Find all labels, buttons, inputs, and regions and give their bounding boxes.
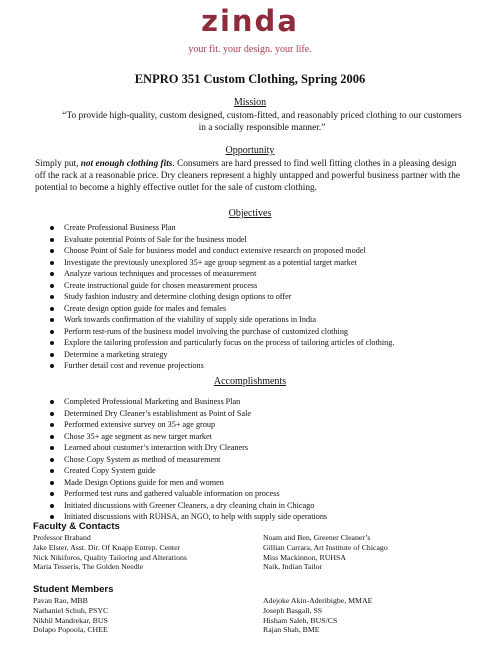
- mission-heading: Mission: [233, 97, 267, 108]
- accomplishment-item: Chose Copy System as method of measurement: [64, 454, 484, 466]
- accomplishment-item: Learned about customer’s interaction with Dry Cleaners: [64, 442, 484, 454]
- accomplishment-item: Performed test runs and gathered valuable information on process: [64, 488, 484, 500]
- accomplishment-item: Created Copy System guide: [64, 465, 484, 477]
- contact-name: Gillian Carrara, Art Institute of Chicago: [263, 542, 388, 552]
- faculty-right-column: [263, 533, 388, 572]
- student-name: Nikhil Mandrekar, BUS: [33, 615, 108, 625]
- student-name: Nathaniel Schuh, PSYC: [33, 605, 109, 615]
- objective-item: Evaluate potential Points of Sale for the business model: [64, 234, 484, 246]
- objective-item: Investigate the previously unexplored 35+ age group segment as a potential target market: [64, 257, 484, 269]
- opportunity-heading: Opportunity: [225, 145, 275, 156]
- student-name: Rajan Shah, BME: [263, 625, 320, 635]
- students-left-column: [33, 596, 108, 635]
- objective-item: Determine a marketing strategy: [64, 349, 484, 361]
- accomplishment-item: Completed Professional Marketing and Business Plan: [64, 396, 484, 408]
- objective-item: Create design option guide for males and females: [64, 303, 484, 315]
- student-name: Pavan Rao, MBB: [33, 596, 88, 605]
- contact-name: Miss Mackinnon, RUHSA: [263, 552, 346, 562]
- accomplishments-list: [64, 396, 484, 523]
- student-name: Hisham Saleh, BUS/CS: [263, 615, 338, 625]
- opportunity-emphasis: not enough clothing fits: [80, 159, 173, 169]
- zinda-logo: zinda: [201, 4, 299, 38]
- page-title: ENPRO 351 Custom Clothing, Spring 2006: [134, 72, 366, 86]
- contact-name: Naik, Indian Tailor: [263, 562, 323, 572]
- accomplishments-heading: Accomplishments: [213, 376, 287, 387]
- student-name: Joseph Basgall, SS: [263, 605, 323, 615]
- accomplishment-item: Initiated discussions with RUHSA, an NGO, to help with supply side operations: [64, 511, 484, 523]
- student-name: Dolapo Popoola, CHEE: [33, 625, 108, 635]
- objective-item: Further detail cost and revenue projections: [64, 360, 484, 372]
- accomplishment-item: Determined Dry Cleaner’s establishment as Point of Sale: [64, 408, 484, 420]
- contact-name: Professor Braband: [33, 533, 91, 542]
- mission-statement: “To provide high-quality, custom designed, custom-fitted, and reasonably priced clothing to our customers in a socially responsible manner.”: [62, 111, 462, 133]
- faculty-left-column: [33, 533, 187, 572]
- objective-item: Work towards confirmation of the viability of supply side operations in India: [64, 314, 484, 326]
- contact-name: Maria Tesseris, The Golden Needle: [33, 562, 144, 572]
- objectives-list: [64, 222, 484, 372]
- students-right-column: [263, 596, 372, 635]
- opportunity-lead: Simply put,: [35, 159, 81, 169]
- objective-item: Create Professional Business Plan: [64, 222, 484, 234]
- objective-item: Create instructional guide for chosen measurement process: [64, 280, 484, 292]
- students-heading: Student Members: [33, 584, 114, 595]
- accomplishment-item: Performed extensive survey on 35+ age group: [64, 419, 484, 431]
- contact-name: Noam and Ben, Greener Cleaner’s: [263, 533, 371, 542]
- objectives-heading: Objectives: [228, 208, 272, 219]
- objective-item: Explore the tailoring profession and particularly focus on the process of tailoring articles of clothing.: [64, 337, 484, 349]
- accomplishment-item: Initiated discussions with Greener Cleaners, a dry cleaning chain in Chicago: [64, 500, 484, 512]
- contact-name: Jake Elster, Asst. Dir. Of Knapp Entrep. Center: [33, 542, 181, 552]
- objective-item: Perform test-runs of the business model involving the purchase of customized clothing: [64, 326, 484, 338]
- objective-item: Study fashion industry and determine clothing design options to offer: [64, 291, 484, 303]
- objective-item: Analyze various techniques and processes of measurement: [64, 268, 484, 280]
- faculty-heading: Faculty & Contacts: [33, 521, 120, 532]
- opportunity-body: . Consumers are hard pressed to find well fitting clothes in a pleasing design off the rack at a reasonable price. Dry cleaners represent a highly untapped and powerful business partner with the potential to become a highly effective outlet for the sale of custom clothing.: [35, 159, 460, 193]
- tagline: your fit. your design. your life.: [188, 44, 312, 55]
- student-name: Adejoke Akin-Aderibigbe, MMAE: [263, 596, 373, 605]
- accomplishment-item: Made Design Options guide for men and women: [64, 477, 484, 489]
- objective-item: Choose Point of Sale for business model and conduct extensive research on proposed model: [64, 245, 484, 257]
- opportunity-text: [35, 158, 465, 194]
- contact-name: Nick Nikiforos, Quality Tailoring and Alterations: [33, 552, 187, 562]
- accomplishment-item: Chose 35+ age segment as new target market: [64, 431, 484, 443]
